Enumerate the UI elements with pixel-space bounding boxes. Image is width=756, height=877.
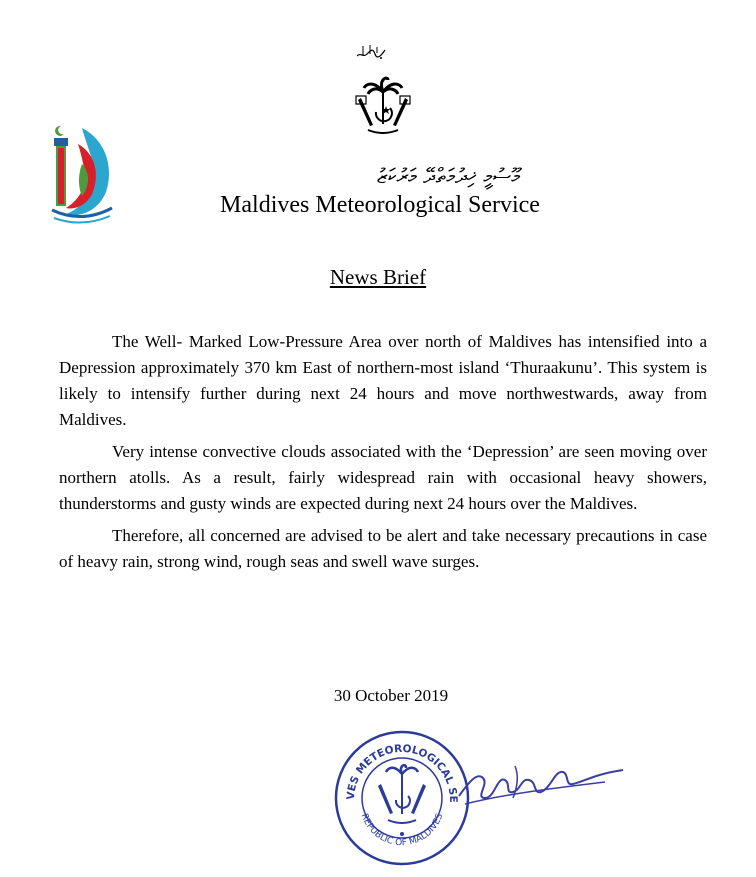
org-name: Maldives Meteorological Service (220, 192, 540, 218)
handwritten-signature (455, 752, 627, 816)
document-date: 30 October 2019 (333, 686, 449, 705)
national-emblem-icon (354, 74, 412, 138)
bismillah-calligraphy (355, 42, 387, 62)
org-name-dhivehi: މޫސުމީ ޚިދުމަތްދޭ މަރުކަޒު (376, 164, 520, 188)
document-title-row (0, 265, 756, 290)
document-title: News Brief (329, 265, 427, 289)
body-paragraph: Therefore, all concerned are advised to be alert and take necessary precautions in case of heavy rain, strong wind, rough seas and swell wave surges. (59, 526, 707, 571)
body-paragraph: The Well- Marked Low-Pressure Area over north of Maldives has intensified into a Depression approximately 370 km East of northern-most island ‘Thuraakunu’. This system is likely to intensify further during next 24 hours and move northwestwards, away from Maldives. (59, 332, 707, 429)
mms-logo-icon (48, 124, 116, 226)
document-body (59, 329, 707, 581)
body-paragraph: Very intense convective clouds associated with the ‘Depression’ are seen moving over northern atolls. As a result, fairly widespread rain with occasional heavy showers, thunderstorms and gusty winds are expected during next 24 hours over the Maldives. (59, 442, 707, 513)
svg-text:REPUBLIC OF MALDIVES: REPUBLIC OF MALDIVES (358, 812, 446, 849)
svg-text:MALDIVES METEOROLOGICAL SERVIC: VES METEOROLOGICAL SE (344, 742, 460, 803)
official-seal-stamp (332, 728, 472, 868)
